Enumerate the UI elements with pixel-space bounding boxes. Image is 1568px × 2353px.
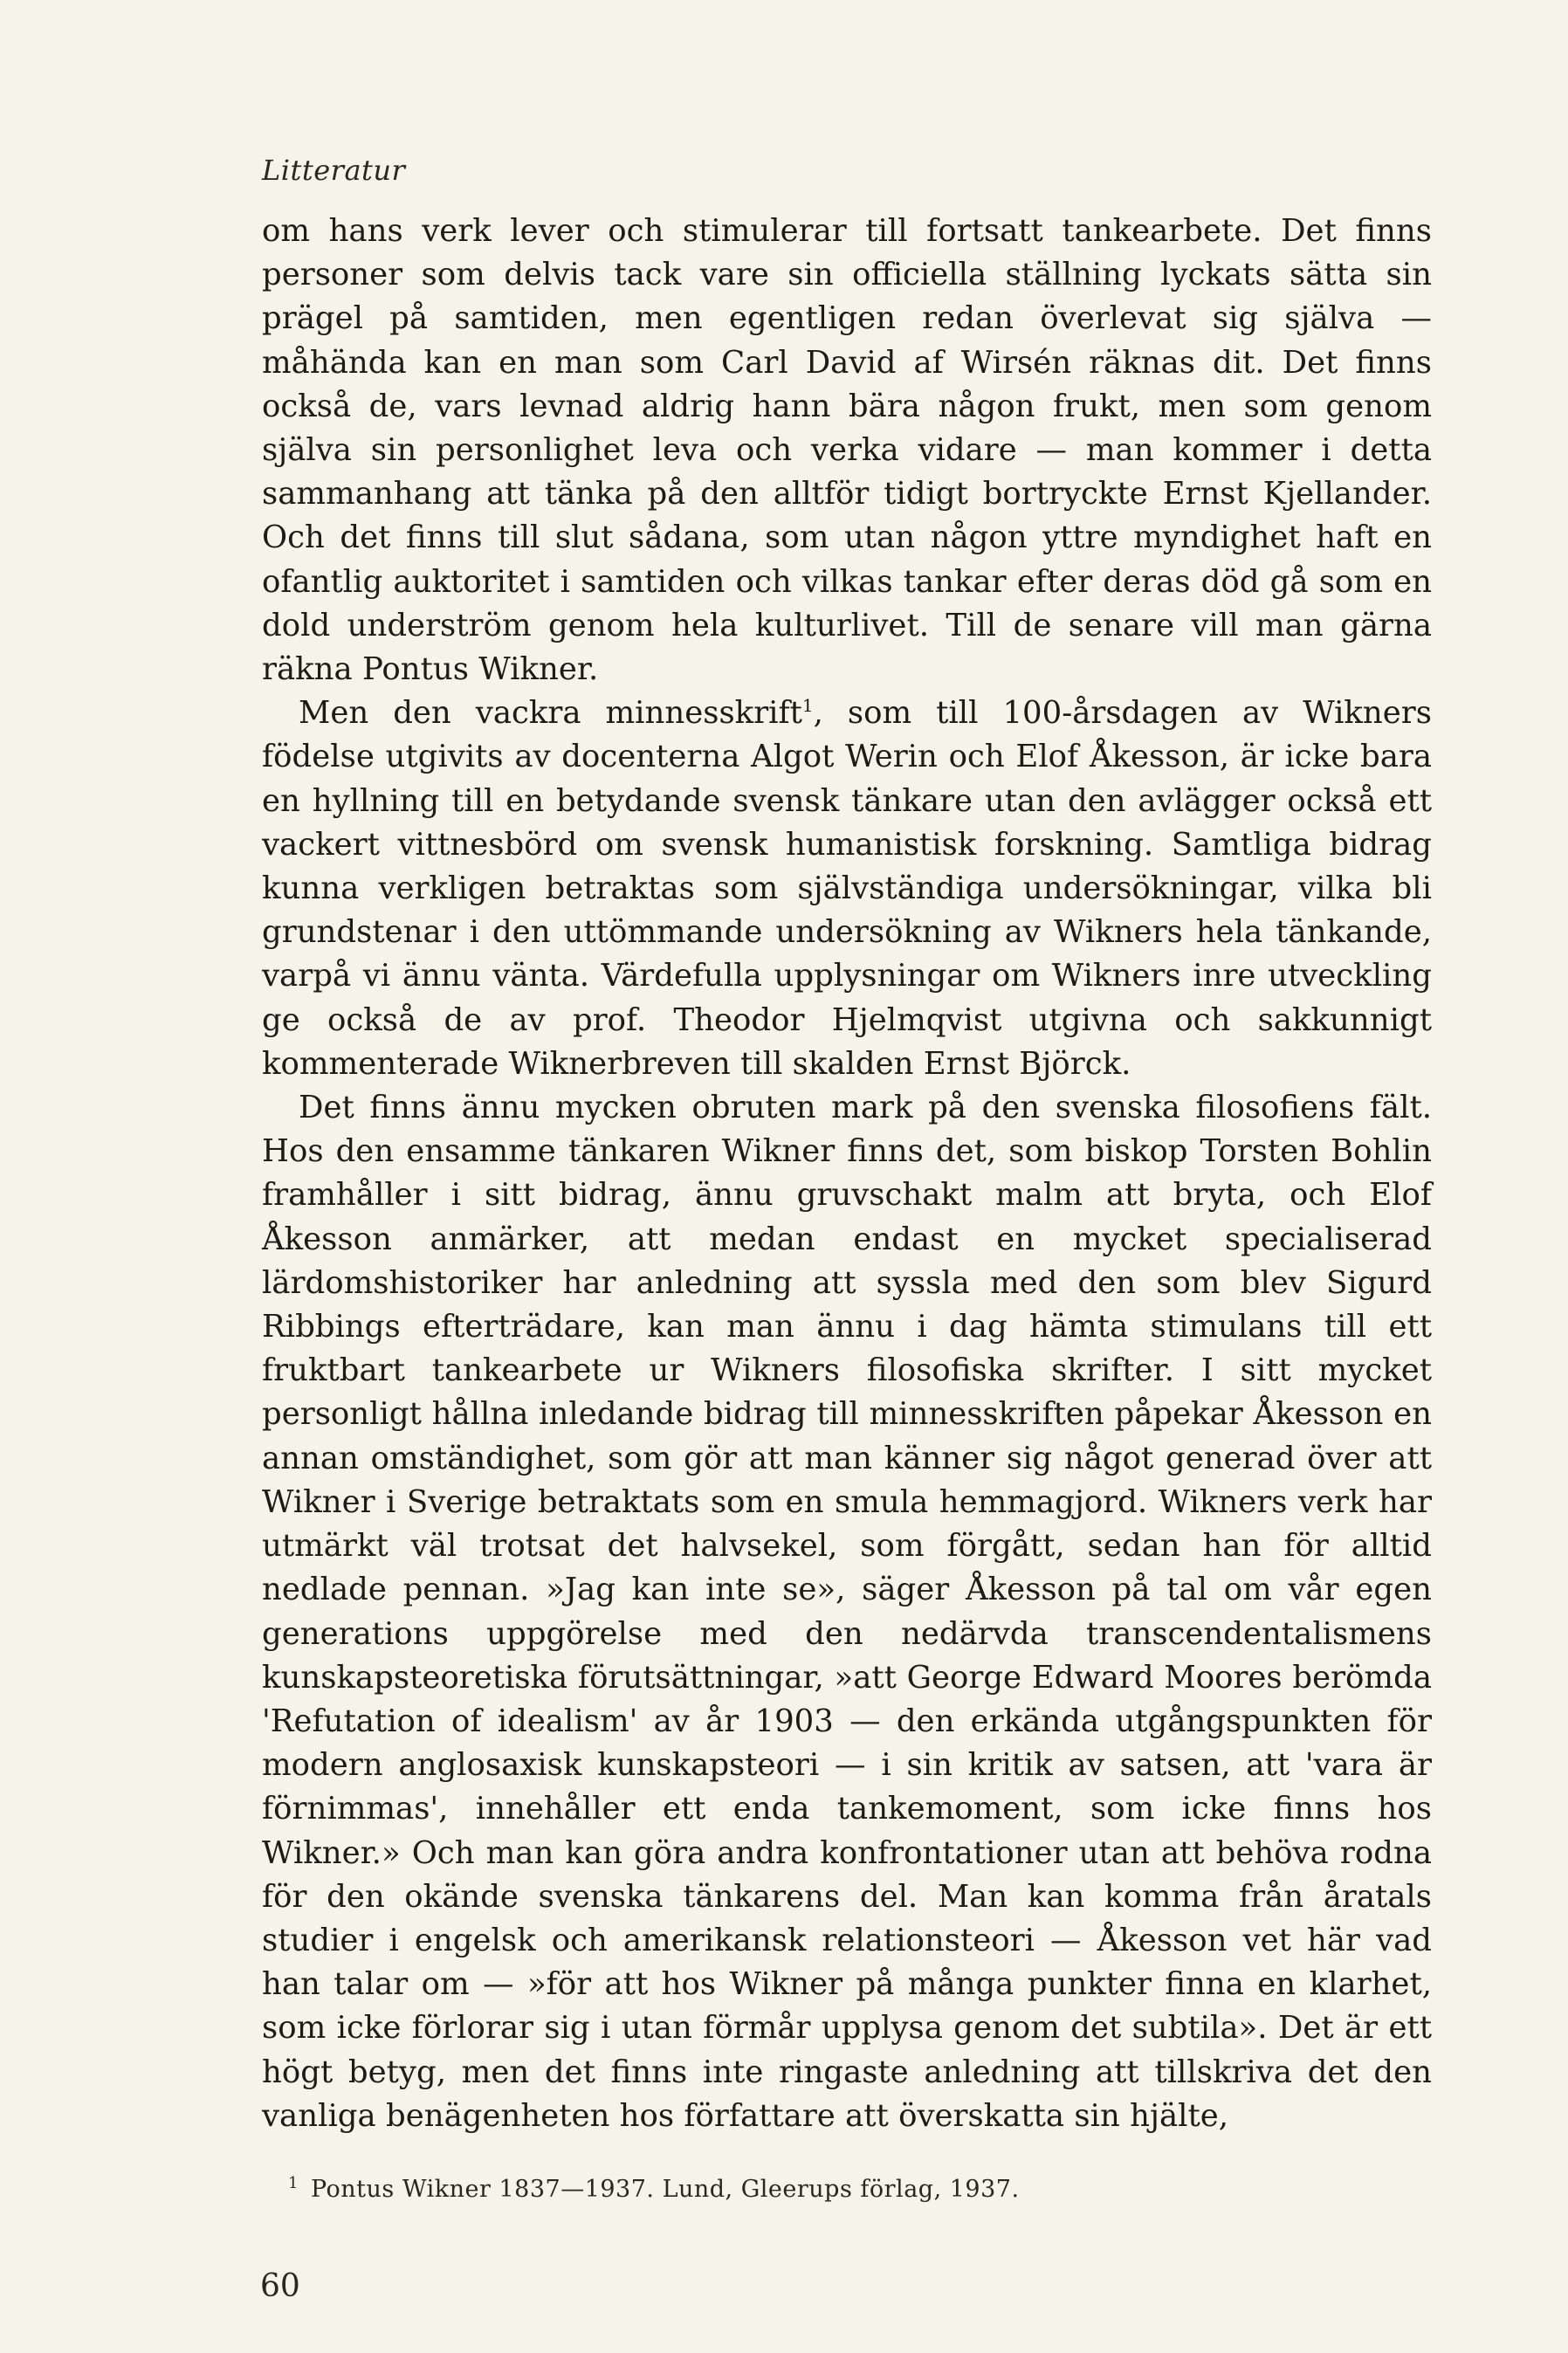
paragraph-2 xyxy=(262,691,1432,1086)
page-number: 60 xyxy=(260,2268,300,2304)
body-text xyxy=(262,210,1432,2138)
footnote-mark: 1 xyxy=(288,2174,299,2192)
paragraph-3: Det finns ännu mycken obruten mark på den svenska filosofiens fält. Hos den ensamme tänkaren Wikner finns det, som biskop Torsten Bohlin framhåller i sitt bidrag, ännu gruvschakt malm att bryta, och Elof Åkesson anmärker, att medan endast en mycket specialiserad lärdomshistoriker har anledning att syssla med den som blev Sigurd Ribbings efterträdare, kan man ännu i dag hämta stimulans till ett fruktbart tankearbete ur Wikners filosofiska skrifter. I sitt mycket personligt hållna inledande bidrag till minnesskriften påpekar Åkesson en annan omständighet, som gör att man känner sig något generad över att Wikner i Sverige betraktats som en smula hemmagjord. Wikners verk har utmärkt väl trotsat det halvsekel, som förgått, sedan han för alltid nedlade pennan. »Jag kan inte se», säger Åkesson på tal om vår egen generations uppgörelse med den nedärvda transcendentalismens kunskapsteoretiska förutsättningar, »att George Edward Moores berömda 'Refutation of idealism' av år 1903 — den erkända utgångspunkten för modern anglosaxisk kunskapsteori — i sin kritik av satsen, att 'vara är förnimmas', innehåller ett enda tankemoment, som icke finns hos Wikner.» Och man kan göra andra konfrontationer utan att behöva rodna för den okände svenska tänkarens del. Man kan komma från åratals studier i engelsk och amerikansk relationsteori — Åkesson vet här vad han talar om — »för att hos Wikner på många punkter finna en klarhet, som icke förlorar sig i utan förmår upplysa genom det subtila». Det är ett högt betyg, men det finns inte ringaste anledning att tillskriva det den vanliga benägenheten hos författare att överskatta sin hjälte, xyxy=(262,1090,1432,2134)
paragraph-2-rest: , som till 100-årsdagen av Wikners födelse utgivits av docenterna Algot Werin och Elof Åkesson, är icke bara en hyllning till en betydande svensk tänkare utan den avlägger också ett vackert vittnesbörd om svensk humanistisk forskning. Samtliga bidrag kunna verkligen betraktas som självständiga undersökningar, vilka bli grundstenar i den uttömmande undersökning av Wikners hela tänkande, varpå vi ännu vänta. Värdefulla upplysningar om Wikners inre utveckling ge också de av prof. Theodor Hjelmqvist utgivna och sakkunnigt kommenterade Wiknerbreven till skalden Ernst Björck. xyxy=(262,695,1432,1082)
footnote xyxy=(288,2174,1020,2203)
running-head-title: Litteratur xyxy=(262,154,406,187)
paragraph-1: om hans verk lever och stimulerar till fortsatt tankearbete. Det finns personer som delvis tack vare sin officiella ställning lyckats sätta sin prägel på samtiden, men egentligen redan överlevat sig själva — måhända kan en man som Carl David af Wirsén räknas dit. Det finns också de, vars levnad aldrig hann bära någon frukt, men som genom själva sin personlighet leva och verka vidare — man kommer i detta sammanhang att tänka på den alltför tidigt bortryckte Ernst Kjellander. Och det finns till slut sådana, som utan någon yttre myndighet haft en ofantlig auktoritet i samtiden och vilkas tankar efter deras död gå som en dold underström genom hela kulturlivet. Till de senare vill man gärna räkna Pontus Wikner. xyxy=(262,213,1432,688)
footnote-reference: 1 xyxy=(801,695,814,717)
paragraph-2-start: Men den vackra minnesskrift xyxy=(299,695,802,732)
footnote-text: Pontus Wikner 1837—1937. Lund, Gleerups förlag, 1937. xyxy=(310,2176,1020,2203)
